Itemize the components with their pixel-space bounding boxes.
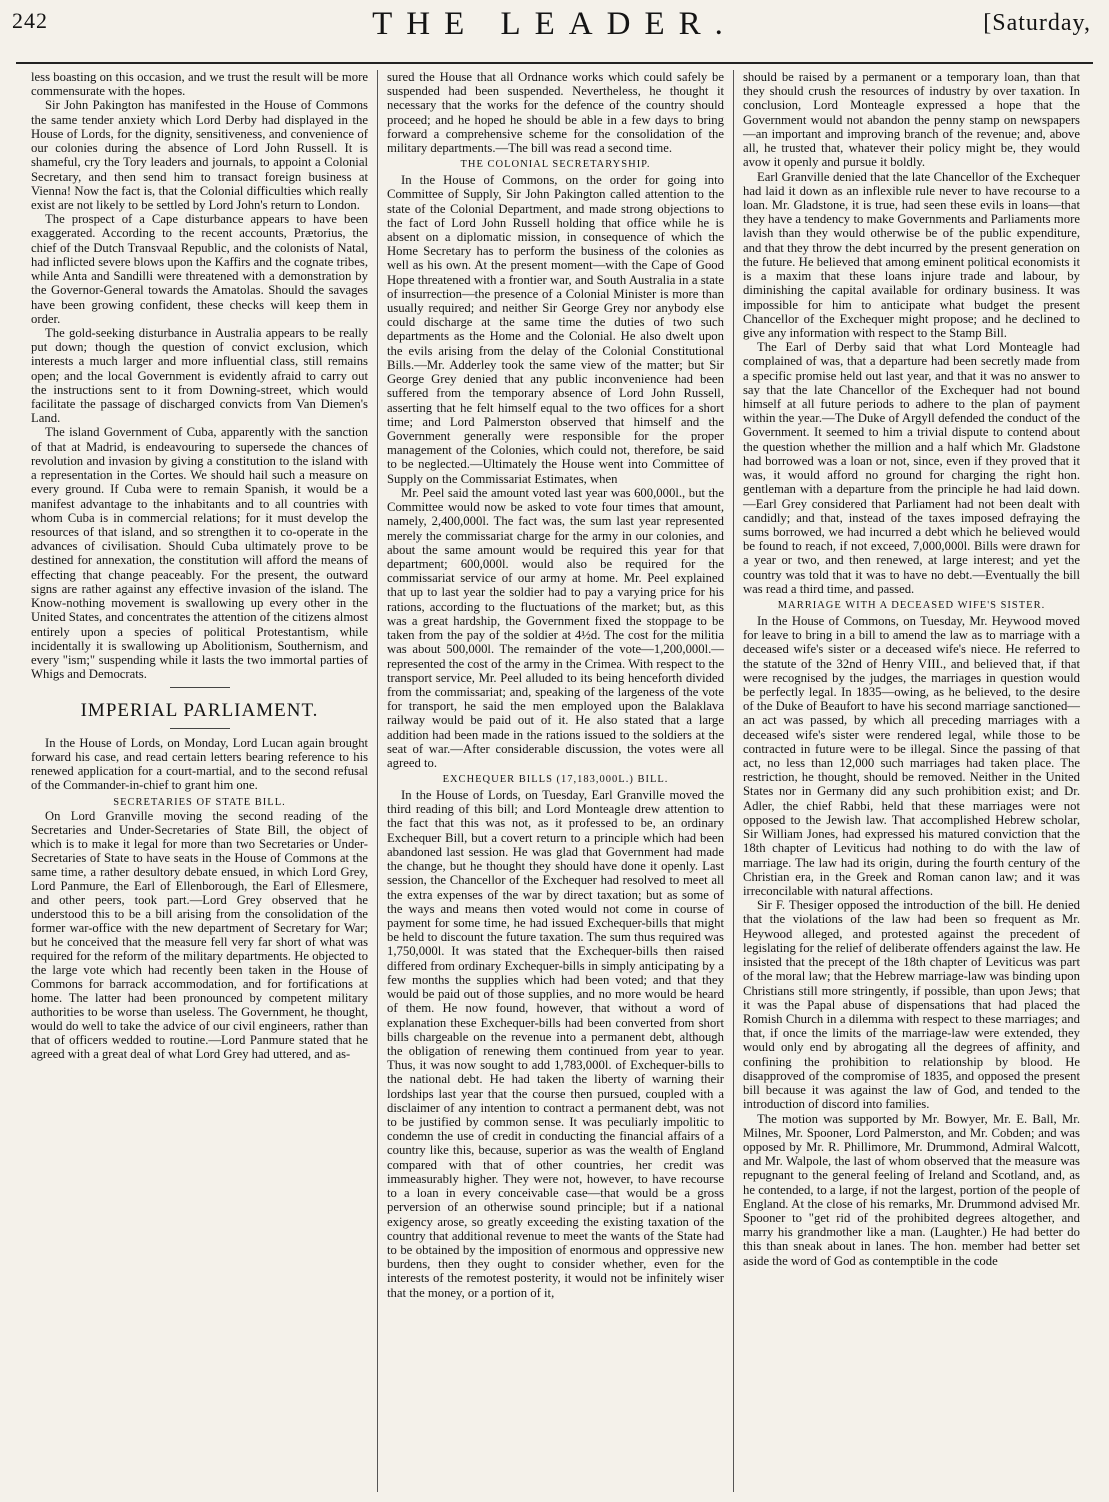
paragraph: less boasting on this occasion, and we trust the result will be more commensurate with the hopes. — [31, 70, 368, 99]
paragraph: In the House of Lords, on Monday, Lord Lucan again brought forward his case, and read certain letters bearing reference to his renewed application for a court-martial, and to the second refusal of the Commander-in-chief to grant him one. — [31, 735, 368, 792]
paragraph: The motion was supported by Mr. Bowyer, Mr. E. Ball, Mr. Milnes, Mr. Spooner, Lord Palmerston, and Mr. Cobden; and was opposed by Mr. R. Phillimore, Mr. Drummond, Admiral Walcott, and Mr. Walpole, the last of whom observed that the measure was repugnant to the general feeling of Ireland and Scotland, and, as he contended, to a large, if not the largest, portion of the people of England. At the close of his remarks, Mr. Drummond advised Mr. Spooner to "get rid of the prohibited degrees altogether, and marry his grandmother like a man. (Laughter.) He had better do this than sneak about in lanes. The hon. member had better set aside the word of God as contemptible in the code — [743, 1111, 1080, 1268]
paragraph: Earl Granville denied that the late Chancellor of the Exchequer had laid it down as an inflexible rule never to have recourse to a loan. Mr. Gladstone, it is true, had seen these evils in loans—that they have a tendency to make Governments and Parliaments more lavish than they would otherwise be of the public expenditure, and that they throw the debt incurred by the present generation on the future. He believed that among eminent political economists it is a maxim that these loans injure trade and labour, by diminishing the capital available for ordinary business. It was impossible for him to anticipate what budget the present Chancellor of the Exchequer might propose; and he declined to give any information with respect to the Stamp Bill. — [743, 169, 1080, 340]
masthead — [0, 0, 1109, 62]
divider — [170, 687, 230, 688]
date-fragment: [Saturday, — [983, 10, 1091, 36]
column-1 — [22, 70, 377, 1492]
subhead: EXCHEQUER BILLS (17,183,000L.) BILL. — [442, 774, 669, 786]
paragraph: Mr. Peel said the amount voted last year was 600,000l., but the Committee would now be asked to vote four times that amount, namely, 2,400,000l. The fact was, the sum last year represented merely the commissariat charge for the army in our colonies, and about the same amount would be required this year for that department; 600,000l. would also be required for the commissariat service of our army at home. Mr. Peel explained that up to last year the soldier had to pay a varying price for his rations, according to the fluctuations of the market; but, as this was a great hardship, the Government fixed the stoppage to be taken from the pay of the soldier at 4½d. The cost for the militia was about 500,000l. The remainder of the vote—1,200,000l.—represented the cost of the army in the Crimea. With respect to the transport service, Mr. Peel alluded to its being henceforth divided from the commissariat; and, speaking of the largeness of the vote for transport, he said the men employed upon the Balaklava railway would be paid out of it. He also stated that a large addition had been made in the rations issued to the soldiers at the seat of war.—After considerable discussion, the votes were all agreed to. — [387, 485, 724, 771]
subhead: THE COLONIAL SECRETARYSHIP. — [460, 159, 651, 171]
paragraph: should be raised by a permanent or a temporary loan, than that they should crush the resources of industry by over taxation. In conclusion, Lord Monteagle expressed a hope that the Government would not abandon the penny stamp on newspapers—an important and improving branch of the revenue; and, above all, he trusted that, whatever their policy might be, they would avow it openly and pursue it boldly. — [743, 70, 1080, 170]
paragraph: In the House of Commons, on Tuesday, Mr. Heywood moved for leave to bring in a bill to amend the law as to marriage with a deceased wife's sister or a deceased wife's niece. He referred to the statute of the 32nd of Henry VIII., and believed that, if that were recognised by the judges, the marriages in question would be perfectly legal. In 1835—owing, as he believed, to the desire of the Duke of Beaufort to have his second marriage sanctioned—an act was passed, by which all preceding marriages with a deceased wife's sister were rendered legal, while those to be contracted in future were to be illegal. Since the passing of that act, no less than 12,000 such marriages had taken place. The restriction, he thought, should be removed. Neither in the United States nor in Germany did any such prohibition exist; and Dr. Adler, the chief Rabbi, held that these marriages were not opposed to the Jewish law. That accomplished Hebrew scholar, Sir William Jones, had expressed his matured conviction that the 18th chapter of Leviticus had nothing to do with the law of marriage. The law had its origin, during the fourth century of the Christian era, in the Greek and Roman canon law; and it was irreconcilable with natural affections. — [743, 613, 1080, 898]
column-2 — [377, 70, 733, 1492]
paragraph: In the House of Commons, on the order for going into Committee of Supply, Sir John Pakington called attention to the state of the Colonial Department, and made strong objections to the fact of Lord John Russell holding that office while he is absent on a diplomatic mission, in consequence of which the Home Secretary has to perform the business of the colonies as well as his own. At the present moment—with the Cape of Good Hope threatened with a frontier war, and South Australia in a state of insurrection—the presence of a Colonial Minister is more than usually required; and neither Sir George Grey nor anybody else could discharge at the same time the duties of two such departments as the Home and the Colonial. He also dwelt upon the evils arising from the delay of the Colonial Constitutional Bills.—Mr. Adderley took the same view of the matter; but Sir George Grey denied that any public inconvenience had been suffered from the temporary absence of Lord John Russell, asserting that he felt himself equal to the two offices for a short time; and Lord Palmerston observed that himself and the Government generally were responsible for the proper management of the Colonies, which could not, therefore, be said to be neglected.—Ultimately the House went into Committee of Supply on the Commissariat Estimates, when — [387, 173, 724, 486]
column-3 — [733, 70, 1089, 1492]
columns — [22, 70, 1089, 1492]
paragraph: The Earl of Derby said that what Lord Monteagle had complained of was, that a departure had been secretly made from a specific promise held out last year, and that it was no answer to say that the late Chancellor of the Exchequer had not bound himself at all future periods to adhere to the plan of payment within the year.—The Duke of Argyll defended the conduct of the Government. It seemed to him a trivial dispute to contend about the question whether the million and a half which Mr. Gladstone had borrowed was a loan or not, since, even if they proved that it was, it would afford no ground for charging the right hon. gentleman with a departure from the principle he had laid down.—Earl Grey considered that Parliament had not been dealt with candidly; and that, instead of the taxes imposed defraying the sums borrowed, we had incurred a debt which he believed would be found to reach, if not exceed, 7,000,000l. Bills were drawn for a year or two, and then renewed, at large interest; and yet the country was told that it was to have no debt.—Eventually the bill was read a third time, and passed. — [743, 340, 1080, 596]
paragraph: The prospect of a Cape disturbance appears to have been exaggerated. According to the recent accounts, Prætorius, the chief of the Dutch Transvaal Republic, and the colonists of Natal, had inflicted severe blows upon the Kaffirs and the cognate tribes, while Anta and Sandilli were threatened with a demonstration by the Governor-General towards the Amatolas. Should the savages have been growing confident, these checks will keep them in order. — [31, 212, 368, 326]
paragraph: sured the House that all Ordnance works which could safely be suspended had been suspended. Nevertheless, he thought it necessary that the works for the defence of the country should proceed; and he hoped he should be able in a few days to bring forward a comprehensive scheme for the consolidation of the military departments.—The bill was read a second time. — [387, 70, 724, 156]
subhead: SECRETARIES OF STATE BILL. — [113, 796, 286, 808]
divider — [170, 728, 230, 729]
paragraph: Sir F. Thesiger opposed the introduction of the bill. He denied that the violations of the law had been so frequent as Mr. Heywood alleged, and protested against the precedent of legislating for the relief of deliberate offenders against the law. He insisted that the precept of the 18th chapter of Leviticus was part of the moral law; that the Hebrew marriage-law was binding upon Christians still more stringently, if possible, than upon Jews; that it was the Papal abuse of dispensations that had placed the Romish Church in a dilemma with respect to these marriages; and that, if once the limits of the marriage-law were extended, they would only end by abrogating all the degrees of affinity, and confining the prohibition to relationship by blood. He disapproved of the compromise of 1835, and opposed the present bill because it was against the law of God, and tended to the introduction of discord into families. — [743, 898, 1080, 1112]
paragraph: On Lord Granville moving the second reading of the Secretaries and Under-Secretaries of State Bill, the object of which is to make it legal for more than two Secretaries or Under-Secretaries of State to have seats in the House of Commons at the same time, a rather desultory debate ensued, in which Lord Grey, Lord Panmure, the Earl of Ellenborough, the Earl of Ellesmere, and other peers, took part.—Lord Grey observed that he understood this to be a bill arising from the consolidation of the former war-office with the new department of Secretary for War; but he conceived that the measure fell very far short of what was required for the reform of the military departments. He objected to the large vote which had recently been taken in the House of Commons for barrack accommodation, and for fortifications at home. The latter had been pronounced by competent military authorities to be worse than useless. The Government, he thought, would do well to take the advice of our civil engineers, rather than that of officers wedded to routine.—Lord Panmure stated that he agreed with a great deal of what Lord Grey had uttered, and as- — [31, 809, 368, 1061]
subhead: MARRIAGE WITH A DECEASED WIFE'S SISTER. — [777, 600, 1046, 612]
masthead-rule — [16, 62, 1093, 64]
newspaper-title: THE LEADER. — [372, 6, 737, 42]
paragraph: The island Government of Cuba, apparently with the sanction of that at Madrid, is endeavouring to supersede the chances of revolution and invasion by giving a constitution to the island with a representation in the Cortes. We should hail such a measure on every ground. If Cuba were to remain Spanish, it would be a manifest advantage to the inhabitants and to all countries with whom Cuba is in commercial relations; for it must develop the resources of that island, and so strengthen it to co-operate in the advances of civilisation. Should Cuba ultimately prove to be destined for annexation, the constitution will afford the means of effecting that change peaceably. For the present, the outward signs are rather against any effective invasion of the island. The Know-nothing movement is swallowing up every other in the United States, and concentrates the attention of the citizens almost entirely upon a species of political Protestantism, while incidentally it is swallowing up Abolitionism, Southernism, and every "ism;" suspending while it lasts the two immortal parties of Whigs and Democrats. — [31, 425, 368, 682]
paragraph: In the House of Lords, on Tuesday, Earl Granville moved the third reading of this bill; and Lord Monteagle drew attention to the fact that this was not, as it professed to be, an ordinary Exchequer Bill, but a covert return to a principle which had been abandoned last session. He was glad that Government had made the change, but he thought they should have done it openly. Last session, the Chancellor of the Exchequer had resolved to meet all the extra expenses of the war by direct taxation; but as some of the ways and means then voted would not come in course of payment for some time, he had issued Exchequer-bills that might be held to discount the future taxation. The sum thus required was 1,750,000l. It was stated that the Exchequer-bills then raised differed from ordinary Exchequer-bills in simply anticipating by a few months the supplies which had been voted; and that they would be paid out of those supplies, and no more would be heard of them. He now found, however, that without a word of explanation these Exchequer-bills had been converted from short bills chargeable on the revenue into a permanent debt, although the obligation of renewing them continued from year to year. Thus, it was now sought to add 1,783,000l. of Exchequer-bills to the national debt. He had taken the liberty of warning their lordships last year that the course then pursued, coupled with a disclaimer of any intention to contract a permanent debt, was not to be justified by common sense. It was peculiarly impolitic to condemn the use of credit in conducting the financial affairs of a country like this, because, superior as was the wealth of England compared with that of other countries, her credit was immeasurably higher. They were not, however, to have recourse to a loan in every conceivable case—that would be a gross perversion of an otherwise sound principle; but if a national exigency arose, so greatly exceeding the existing taxation of the country that additional revenue to meet the wants of the State had to be obtained by the imposition of enormous and oppressive new burdens, then they ought to consider whether, even for the interests of the remotest posterity, it would not be infinitely wiser that the money, or a portion of it, — [387, 788, 724, 1300]
paragraph: The gold-seeking disturbance in Australia appears to be really put down; though the question of convict exclusion, which interests a much larger and more influential class, still remains open; and the local Government is evidently afraid to carry out the instructions sent to it from Downing-street, which would facilitate the passage of discharged convicts from Van Diemen's Land. — [31, 325, 368, 426]
paragraph: Sir John Pakington has manifested in the House of Commons the same tender anxiety which Lord Derby had displayed in the House of Lords, for the dignity, sensitiveness, and convenience of our colonies during the absence of Lord John Russell. It is shameful, cry the Tory leaders and journals, to appoint a Colonial Secretary, and then send him to transact foreign business at Vienna! Now the fact is, that the Colonial difficulties which really exist are not likely to be settled by Lord John's return to London. — [31, 98, 368, 212]
section-title: IMPERIAL PARLIAMENT. — [80, 700, 319, 722]
page-number: 242 — [12, 8, 48, 33]
